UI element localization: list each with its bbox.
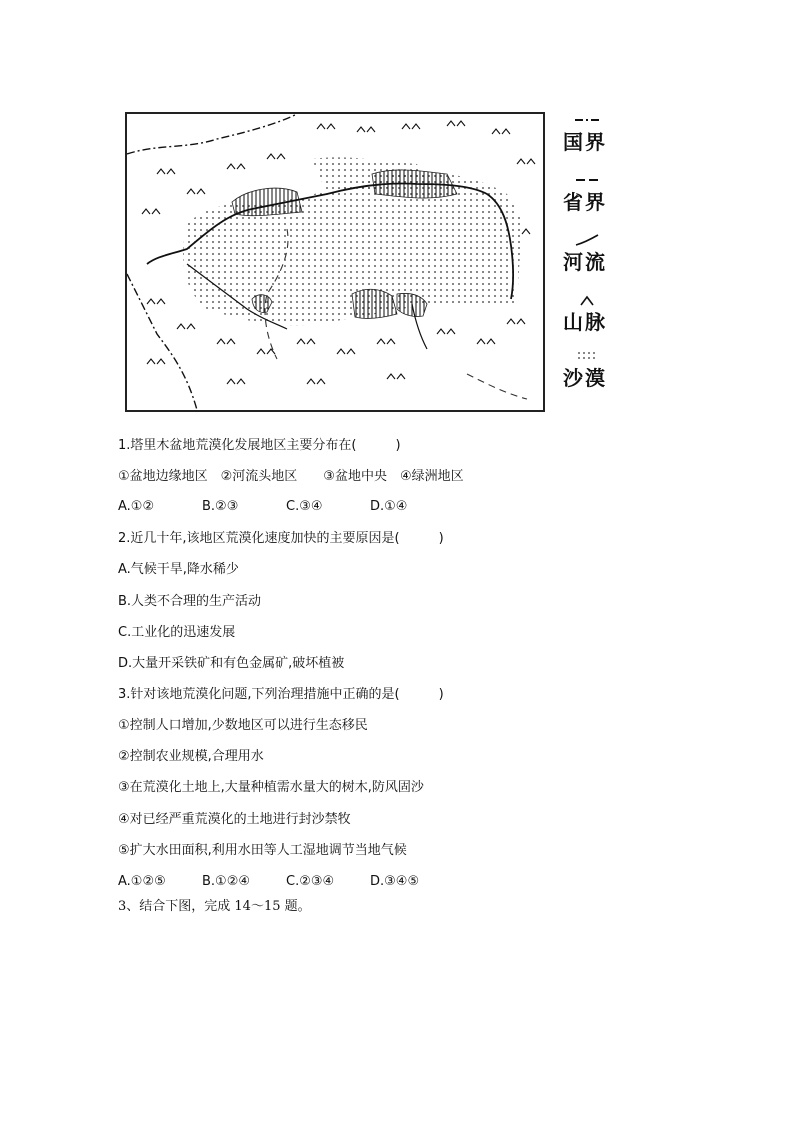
legend-label-province-border: 省界 (563, 190, 607, 214)
national-border-symbol (573, 114, 601, 126)
question-1-stem: 1.塔里木盆地荒漠化发展地区主要分布在( ) (118, 438, 401, 453)
legend-desert (555, 350, 615, 394)
legend-national-border (555, 114, 615, 158)
q3-statement-1: ①控制人口增加,少数地区可以进行生态移民 (118, 718, 368, 733)
question-2-stem: 2.近几十年,该地区荒漠化速度加快的主要原因是( ) (118, 531, 444, 546)
question-3-options (118, 873, 419, 891)
q1-option-b[interactable]: B.②③ (202, 499, 239, 514)
legend-mountain (555, 294, 615, 338)
q3-option-d[interactable]: D.③④⑤ (370, 874, 420, 889)
map-drawing (127, 114, 543, 410)
national-border (127, 114, 297, 154)
province-border-east (467, 374, 527, 399)
mountain-symbol (573, 294, 601, 306)
q1-option-d[interactable]: D.①④ (370, 499, 408, 514)
question-3-stem: 3.针对该地荒漠化问题,下列治理措施中正确的是( ) (118, 687, 444, 702)
legend-label-mountain: 山脉 (563, 310, 607, 334)
q1-option-c[interactable]: C.③④ (286, 499, 323, 514)
legend-label-national-border: 国界 (563, 130, 607, 154)
q2-option-c[interactable]: C.工业化的迅速发展 (118, 625, 236, 640)
desert-symbol (573, 350, 601, 362)
national-border-west (127, 274, 197, 410)
map-legend (555, 112, 615, 412)
legend-province-border (555, 174, 615, 218)
q3-statement-5: ⑤扩大水田面积,利用水田等人工湿地调节当地气候 (118, 843, 407, 858)
province-border-symbol (573, 174, 601, 186)
q3-option-b[interactable]: B.①②④ (202, 874, 251, 889)
q3-statement-2: ②控制农业规模,合理用水 (118, 749, 264, 764)
q3-option-c[interactable]: C.②③④ (286, 874, 335, 889)
section-intro: 3、结合下图，完成 14～15 题。 (118, 899, 311, 914)
q2-option-a[interactable]: A.气候干旱,降水稀少 (118, 562, 239, 577)
q3-statement-4: ④对已经严重荒漠化的土地进行封沙禁牧 (118, 812, 351, 827)
map-frame (125, 112, 545, 412)
q3-option-a[interactable]: A.①②⑤ (118, 874, 166, 889)
legend-label-desert: 沙漠 (563, 366, 607, 390)
q3-statement-3: ③在荒漠化土地上,大量种植需水量大的树木,防风固沙 (118, 780, 424, 795)
legend-label-river: 河流 (563, 250, 607, 274)
question-1-options (118, 498, 407, 516)
legend-river (555, 234, 615, 278)
q1-option-a[interactable]: A.①② (118, 499, 155, 514)
river-symbol (573, 234, 601, 246)
q2-option-d[interactable]: D.大量开采铁矿和有色金属矿,破坏植被 (118, 656, 345, 671)
q2-option-b[interactable]: B.人类不合理的生产活动 (118, 594, 262, 609)
desert-area (183, 172, 522, 325)
question-1-statements: ①盆地边缘地区 ②河流头地区 ③盆地中央 ④绿洲地区 (118, 469, 464, 484)
tarim-basin-map (125, 112, 618, 414)
